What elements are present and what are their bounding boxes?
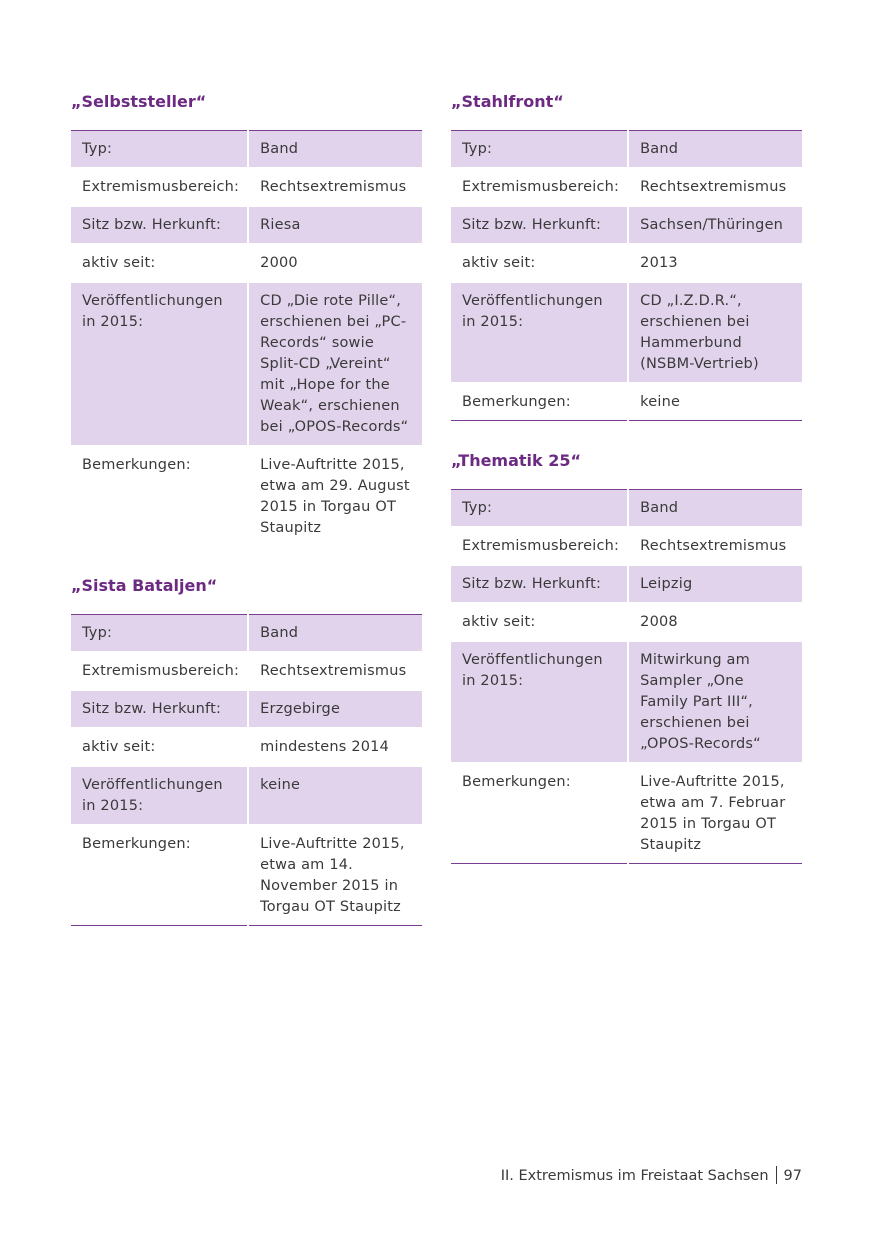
row-value: Erzgebirge xyxy=(248,690,422,728)
section-title-stahlfront: „Stahlfront“ xyxy=(451,92,564,111)
row-value: keine xyxy=(248,766,422,825)
row-label: aktiv seit: xyxy=(451,603,628,641)
entry-thematik-25 xyxy=(451,451,802,864)
row-value: Rechtsextremismus xyxy=(628,527,802,565)
table-row xyxy=(451,383,802,421)
table-selbststeller xyxy=(71,130,422,546)
table-row xyxy=(71,206,422,244)
row-label: Veröffentlichungen in 2015: xyxy=(71,282,248,446)
row-label: Veröffentlichungen in 2015: xyxy=(451,641,628,763)
table-row xyxy=(451,527,802,565)
table-row xyxy=(451,490,802,528)
row-value: Mitwirkung am Sampler „One Family Part III“, erschienen bei „OPOS-Records“ xyxy=(628,641,802,763)
row-value: Sachsen/Thüringen xyxy=(628,206,802,244)
row-value: Band xyxy=(248,131,422,169)
table-row xyxy=(71,131,422,169)
row-value: CD „Die rote Pille“, erschienen bei „PC-Records“ sowie Split-CD „Vereint“ mit „Hope for the Weak“, erschienen bei „OPOS-Records“ xyxy=(248,282,422,446)
row-label: Typ: xyxy=(451,131,628,169)
row-label: Veröffentlichungen in 2015: xyxy=(71,766,248,825)
table-row xyxy=(451,641,802,763)
table-row xyxy=(451,244,802,282)
row-label: aktiv seit: xyxy=(71,244,248,282)
table-row xyxy=(71,652,422,690)
row-value: 2008 xyxy=(628,603,802,641)
row-value: CD „I.Z.D.R.“, erschienen bei Hammerbund (NSBM-Vertrieb) xyxy=(628,282,802,383)
row-label: Bemerkungen: xyxy=(71,446,248,546)
row-value: Rechtsextremismus xyxy=(628,168,802,206)
table-row xyxy=(451,206,802,244)
table-row xyxy=(451,565,802,603)
table-row xyxy=(451,282,802,383)
table-sista-bataljen xyxy=(71,614,422,926)
table-row xyxy=(71,690,422,728)
row-value: Rechtsextremismus xyxy=(248,168,422,206)
entry-sista-bataljen xyxy=(71,576,422,926)
row-label: Bemerkungen: xyxy=(71,825,248,926)
table-row xyxy=(71,446,422,546)
entry-selbststeller xyxy=(71,92,422,546)
row-label: Sitz bzw. Herkunft: xyxy=(71,690,248,728)
entry-stahlfront xyxy=(451,92,802,421)
row-value: 2013 xyxy=(628,244,802,282)
page-footer xyxy=(501,1166,802,1184)
row-label: Bemerkungen: xyxy=(451,763,628,864)
row-label: Typ: xyxy=(451,490,628,528)
row-value: Riesa xyxy=(248,206,422,244)
row-value: Live-Auftritte 2015, etwa am 29. August 2015 in Torgau OT Staupitz xyxy=(248,446,422,546)
row-label: Bemerkungen: xyxy=(451,383,628,421)
row-value: Leipzig xyxy=(628,565,802,603)
row-label: aktiv seit: xyxy=(451,244,628,282)
table-row xyxy=(451,763,802,864)
row-value: mindestens 2014 xyxy=(248,728,422,766)
row-value: Band xyxy=(248,615,422,653)
table-row xyxy=(71,168,422,206)
row-label: Extremismusbereich: xyxy=(71,652,248,690)
page-number: 97 xyxy=(783,1168,802,1184)
section-title-thematik-25: „Thematik 25“ xyxy=(451,451,582,470)
left-column xyxy=(71,92,422,956)
row-label: Sitz bzw. Herkunft: xyxy=(71,206,248,244)
row-label: Extremismusbereich: xyxy=(451,168,628,206)
table-row xyxy=(451,603,802,641)
row-value: Rechtsextremismus xyxy=(248,652,422,690)
row-label: Extremismusbereich: xyxy=(451,527,628,565)
row-label: Extremismusbereich: xyxy=(71,168,248,206)
row-value: 2000 xyxy=(248,244,422,282)
row-label: Sitz bzw. Herkunft: xyxy=(451,206,628,244)
row-value: Band xyxy=(628,131,802,169)
footer-separator xyxy=(776,1166,777,1184)
row-value: Live-Auftritte 2015, etwa am 14. November 2015 in Torgau OT Staupitz xyxy=(248,825,422,926)
row-label: aktiv seit: xyxy=(71,728,248,766)
row-value: keine xyxy=(628,383,802,421)
table-row xyxy=(71,825,422,926)
table-row xyxy=(71,615,422,653)
section-title-sista-bataljen: „Sista Bataljen“ xyxy=(71,576,218,595)
row-label: Sitz bzw. Herkunft: xyxy=(451,565,628,603)
table-row xyxy=(71,766,422,825)
table-row xyxy=(71,282,422,446)
row-value: Band xyxy=(628,490,802,528)
table-row xyxy=(451,168,802,206)
table-stahlfront xyxy=(451,130,802,421)
row-label: Typ: xyxy=(71,615,248,653)
table-row xyxy=(451,131,802,169)
table-row xyxy=(71,728,422,766)
section-title-selbststeller: „Selbststeller“ xyxy=(71,92,207,111)
row-label: Typ: xyxy=(71,131,248,169)
right-column xyxy=(451,92,802,894)
row-label: Veröffentlichungen in 2015: xyxy=(451,282,628,383)
row-value: Live-Auftritte 2015, etwa am 7. Februar 2015 in Torgau OT Staupitz xyxy=(628,763,802,864)
footer-chapter: II. Extremismus im Freistaat Sachsen xyxy=(500,1168,769,1184)
table-row xyxy=(71,244,422,282)
table-thematik-25 xyxy=(451,489,802,864)
